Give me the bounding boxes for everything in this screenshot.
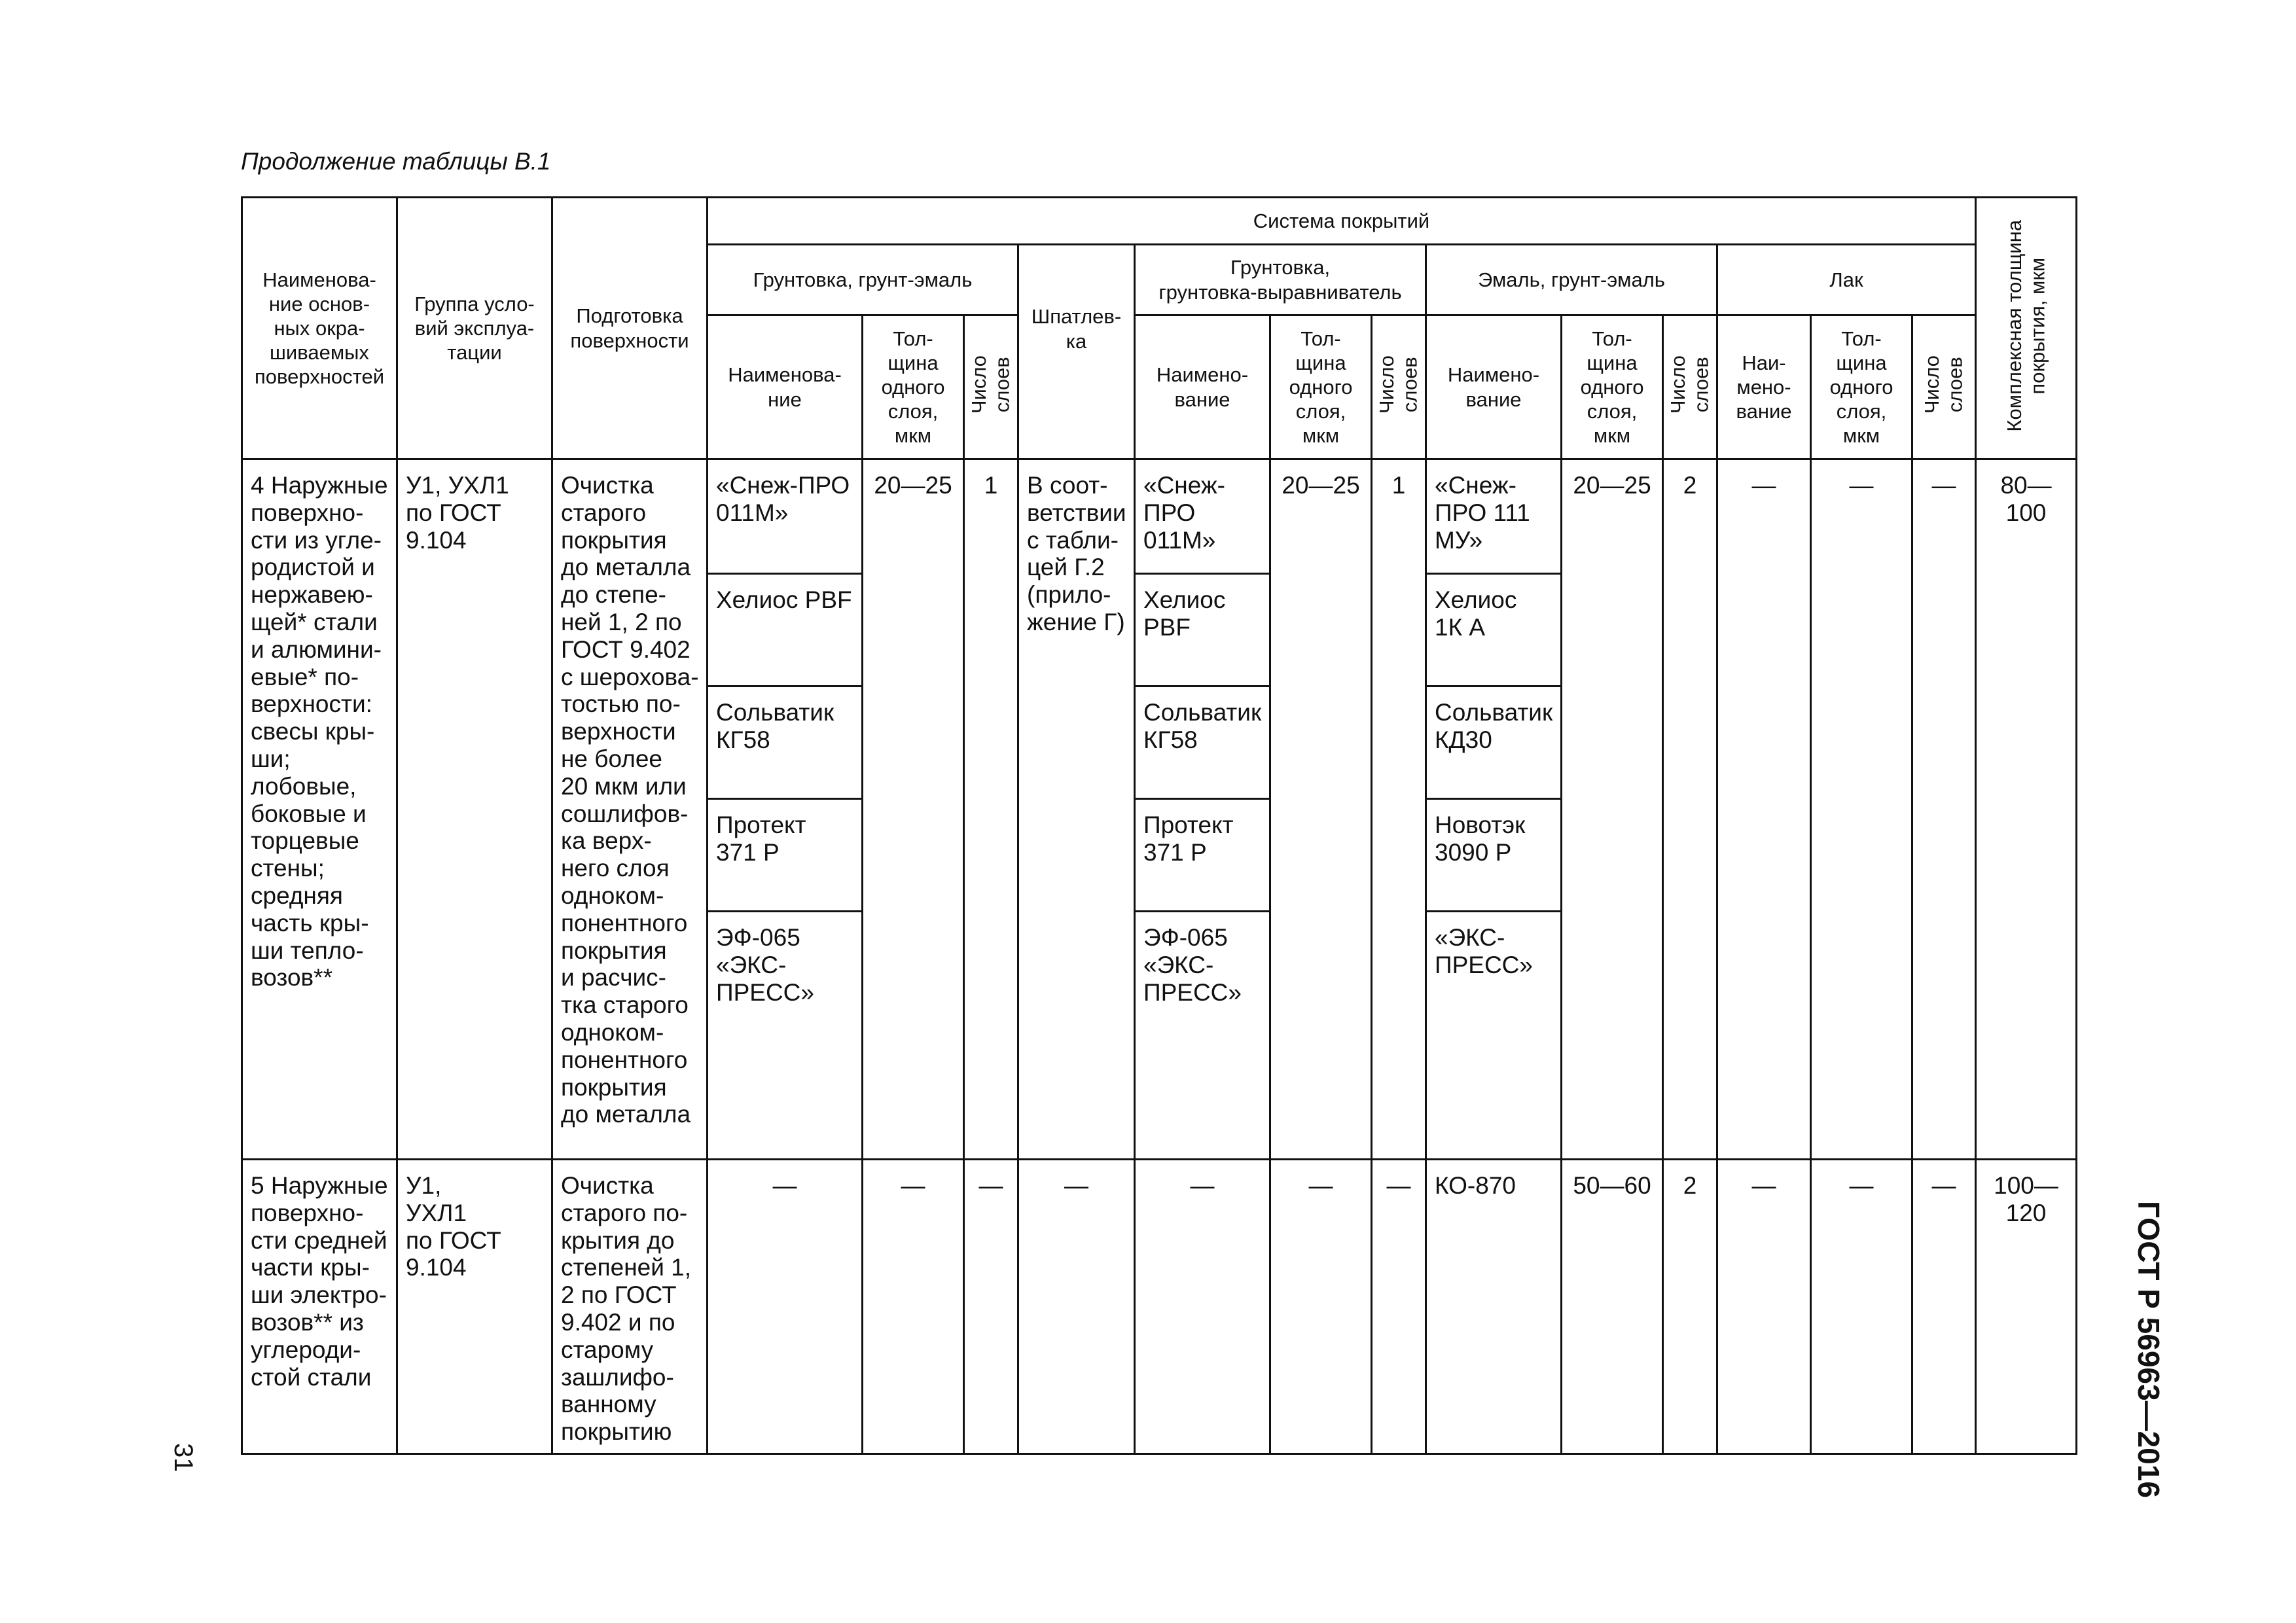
header-putty: Шпатлев- ка	[1018, 245, 1135, 459]
table-caption: Продолжение таблицы В.1	[241, 148, 551, 175]
header-leveler: Грунтовка, грунтовка-выравниватель	[1135, 245, 1426, 315]
page-number: 31	[169, 1443, 198, 1472]
leveler-name-item: Хелиос PBF	[1136, 573, 1269, 685]
enamel-name-item: Сольватик КД30	[1427, 685, 1560, 798]
row5-leveler-layers: —	[1372, 1160, 1426, 1454]
row5-lacquer-thickness: —	[1811, 1160, 1912, 1454]
header-total: Комплексная толщина покрытия, мкм	[1976, 198, 2077, 459]
header-prep: Подготовка поверхности	[552, 198, 708, 459]
enamel-name-item: «Снеж- ПРО 111 МУ»	[1435, 472, 1530, 554]
row4-leveler-thickness: 20—25	[1270, 459, 1372, 1160]
row5-group: У1, УХЛ1 по ГОСТ 9.104	[397, 1160, 552, 1454]
row4-surface: 4 Наружные поверхно- сти из угле- родистой и нержавею- щей* стали и алюмини- евые* по- верхности: свесы кры- ши; лобовые, боковые и торцевые стены; средняя часть кры- ши тепло- возов**	[242, 459, 397, 1160]
row5-leveler-name: —	[1135, 1160, 1270, 1454]
header-primer: Грунтовка, грунт-эмаль	[708, 245, 1018, 315]
header-leveler-name: Наимено- вание	[1135, 315, 1270, 459]
header-enamel-layers: Число слоев	[1663, 315, 1717, 459]
header-surfaces: Наименова- ние основ- ных окра- шиваемых поверхностей	[242, 198, 397, 459]
leveler-name-item: «Снеж- ПРО 011М»	[1143, 472, 1225, 554]
header-enamel: Эмаль, грунт-эмаль	[1426, 245, 1717, 315]
row4-lacquer-thickness: —	[1811, 459, 1912, 1160]
row5-primer-thickness: —	[863, 1160, 964, 1454]
header-enamel-thickness: Тол- щина одного слоя, мкм	[1562, 315, 1663, 459]
table-row	[242, 459, 2077, 1160]
row4-leveler-layers: 1	[1372, 459, 1426, 1160]
row5-surface: 5 Наружные поверхно- сти средней части кры- ши электро- возов** из углероди- стой стали	[242, 1160, 397, 1454]
enamel-name-item: Новотэк 3090 Р	[1427, 798, 1560, 910]
row4-prep: Очистка старого покрытия до металла до степе- ней 1, 2 по ГОСТ 9.402 с шерохова- тостью по- верхности не более 20 мкм или сошлифов- ка верх- него слоя одноком- понентного покрытия и расчис- тка старого одноком- понентного покрытия до металла	[552, 459, 708, 1160]
row4-putty: В соот- ветствии с табли- цей Г.2 (прило- жение Г)	[1018, 459, 1135, 1160]
header-enamel-name: Наимено- вание	[1426, 315, 1562, 459]
primer-name-item: Протект 371 Р	[708, 798, 861, 910]
enamel-name-item: «ЭКС- ПРЕСС»	[1427, 910, 1560, 986]
row4-total: 80—100	[1976, 459, 2077, 1160]
row4-enamel-thickness: 20—25	[1562, 459, 1663, 1160]
enamel-name-item: Хелиос 1К А	[1427, 573, 1560, 685]
row4-enamel-names	[1426, 459, 1562, 1160]
header-primer-thickness: Тол- щина одного слоя, мкм	[863, 315, 964, 459]
header-lacquer-thickness: Тол- щина одного слоя, мкм	[1811, 315, 1912, 459]
row5-enamel-layers: 2	[1663, 1160, 1717, 1454]
row5-enamel-name: КО-870	[1426, 1160, 1562, 1454]
primer-name-item: «Снеж-ПРО 011М»	[716, 472, 850, 526]
row5-enamel-thickness: 50—60	[1562, 1160, 1663, 1454]
row5-primer-name: —	[708, 1160, 863, 1454]
leveler-name-item: Сольватик КГ58	[1136, 685, 1269, 798]
header-lacquer: Лак	[1717, 245, 1976, 315]
primer-name-item: ЭФ-065 «ЭКС- ПРЕСС»	[708, 910, 861, 1012]
leveler-name-item: Протект 371 Р	[1136, 798, 1269, 910]
row5-prep: Очистка старого по- крытия до степеней 1, 2 по ГОСТ 9.402 и по старому зашлифо- ванному покрытию	[552, 1160, 708, 1454]
coating-systems-table	[241, 196, 2077, 1455]
header-leveler-thickness: Тол- щина одного слоя, мкм	[1270, 315, 1372, 459]
header-group: Группа усло- вий эксплуа- тации	[397, 198, 552, 459]
row5-primer-layers: —	[964, 1160, 1018, 1454]
row4-primer-layers: 1	[964, 459, 1018, 1160]
standard-designation: ГОСТ Р 56963—2016	[2132, 1201, 2166, 1498]
header-primer-layers: Число слоев	[964, 315, 1018, 459]
row5-putty: —	[1018, 1160, 1135, 1454]
row4-primer-names	[708, 459, 863, 1160]
row4-leveler-names	[1135, 459, 1270, 1160]
row4-lacquer-layers: —	[1912, 459, 1976, 1160]
header-primer-name: Наименова- ние	[708, 315, 863, 459]
primer-name-item: Сольватик КГ58	[708, 685, 861, 798]
row5-lacquer-layers: —	[1912, 1160, 1976, 1454]
row5-leveler-thickness: —	[1270, 1160, 1372, 1454]
header-leveler-layers: Число слоев	[1372, 315, 1426, 459]
row4-group: У1, УХЛ1 по ГОСТ 9.104	[397, 459, 552, 1160]
primer-name-item: Хелиос PBF	[708, 573, 861, 685]
leveler-name-item: ЭФ-065 «ЭКС- ПРЕСС»	[1136, 910, 1269, 1012]
header-system: Система покрытий	[708, 198, 1976, 245]
header-lacquer-name: Наи- мено- вание	[1717, 315, 1811, 459]
row5-total: 100— 120	[1976, 1160, 2077, 1454]
row5-lacquer-name: —	[1717, 1160, 1811, 1454]
row4-lacquer-name: —	[1717, 459, 1811, 1160]
row4-primer-thickness: 20—25	[863, 459, 964, 1160]
row4-enamel-layers: 2	[1663, 459, 1717, 1160]
table-row	[242, 1160, 2077, 1454]
header-lacquer-layers: Число слоев	[1912, 315, 1976, 459]
